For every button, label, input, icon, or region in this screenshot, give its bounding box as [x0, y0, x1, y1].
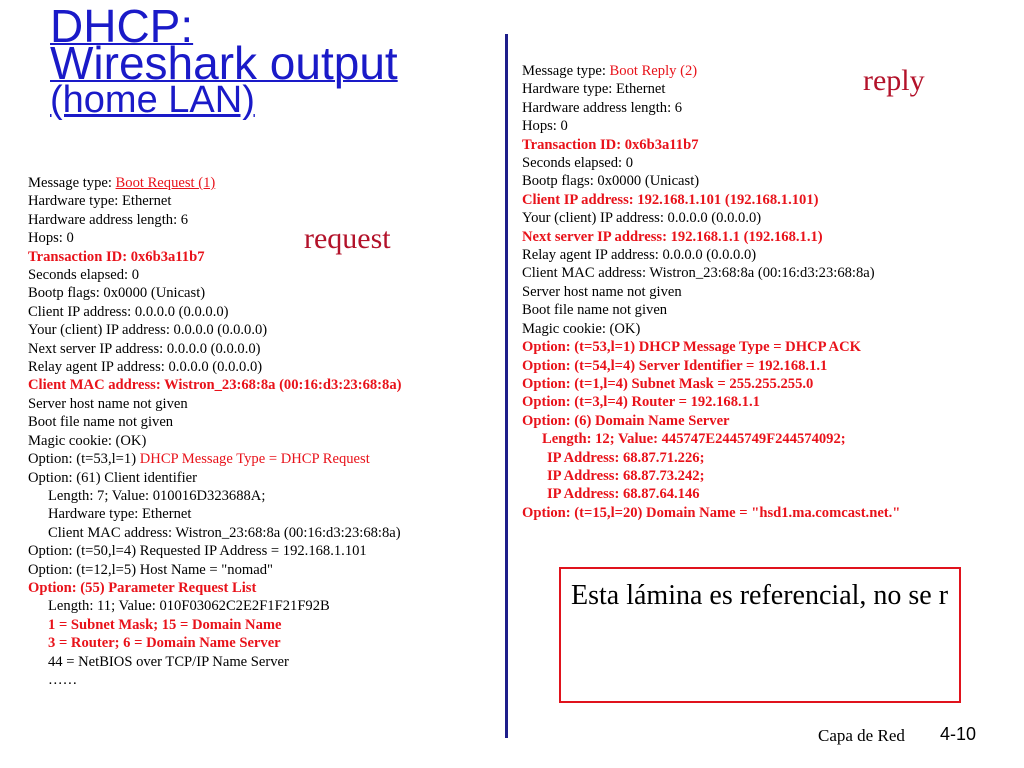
reply-line: [522, 449, 900, 467]
reply-line-text: Server host name not given: [522, 283, 682, 300]
footer-section-label: Capa de Red: [818, 726, 905, 745]
reply-line-text: Magic cookie: (OK): [522, 320, 641, 337]
reply-line: [522, 283, 900, 301]
request-line: [28, 340, 401, 358]
reply-line: [522, 209, 900, 227]
request-line: [28, 469, 401, 487]
reply-line-text: Option: (t=1,l=4) Subnet Mask = 255.255.255.0: [522, 375, 814, 392]
reply-line-text: Hardware address length: 6: [522, 99, 683, 116]
note-text: Esta lámina es referencial, no se r: [571, 580, 949, 611]
request-line-text: Length: 11; Value: 010F03062C2E2F1F21F92B: [48, 598, 330, 615]
reply-line: [522, 485, 900, 503]
request-line-text: Your (client) IP address: 0.0.0.0 (0.0.0.0): [28, 322, 268, 339]
reply-line-text: IP Address: 68.87.73.242;: [547, 467, 705, 484]
reply-line-text: Transaction ID: 0x6b3a11b7: [522, 136, 699, 153]
reply-line-text: Hops: 0: [522, 118, 568, 135]
request-line-text: Hardware address length: 6: [28, 211, 189, 228]
reply-line: [522, 136, 900, 154]
request-line: [28, 192, 401, 210]
request-line: [28, 487, 401, 505]
reply-line-text: Bootp flags: 0x0000 (Unicast): [522, 173, 700, 190]
request-line-text: Client MAC address: Wistron_23:68:8a (00:16:d3:23:68:8a): [48, 524, 401, 541]
reply-line: [522, 467, 900, 485]
reply-line-highlight: Boot Reply (2): [609, 63, 698, 79]
reply-line: [522, 80, 900, 98]
reply-line: [522, 117, 900, 135]
reply-line: [522, 246, 900, 264]
request-line-text: 3 = Router; 6 = Domain Name Server: [48, 635, 281, 652]
request-line: [28, 413, 401, 431]
request-line-text: Option: (t=12,l=5) Host Name = "nomad": [28, 561, 273, 578]
request-line: [28, 376, 401, 394]
request-line-text: Hops: 0: [28, 230, 74, 247]
request-line: [28, 284, 401, 302]
reply-line-text: Seconds elapsed: 0: [522, 155, 634, 172]
request-line-text: Relay agent IP address: 0.0.0.0 (0.0.0.0): [28, 359, 263, 376]
request-line-text: Option: (61) Client identifier: [28, 469, 198, 486]
reply-line: [522, 99, 900, 117]
reply-line-text: Boot file name not given: [522, 302, 668, 319]
request-line-text: Client IP address: 0.0.0.0 (0.0.0.0): [28, 303, 229, 320]
reply-line: [522, 393, 900, 411]
request-line: [28, 653, 401, 671]
request-line: [28, 266, 401, 284]
request-line-text: Bootp flags: 0x0000 (Unicast): [28, 285, 206, 302]
slide-title: [50, 0, 398, 121]
request-line-text: ……: [48, 671, 78, 688]
request-line-text: Hardware type: Ethernet: [28, 193, 172, 210]
reply-line-text: Hardware type: Ethernet: [522, 81, 666, 98]
reply-line: [522, 430, 900, 448]
reply-line-text: Relay agent IP address: 0.0.0.0 (0.0.0.0): [522, 247, 757, 264]
reply-line: [522, 504, 900, 522]
request-line: [28, 616, 401, 634]
reply-line: [522, 301, 900, 319]
request-line: [28, 542, 401, 560]
title-line-1: DHCP:: [50, 0, 194, 52]
request-line: [28, 395, 401, 413]
reply-line: [522, 412, 900, 430]
reply-line: [522, 357, 900, 375]
reply-line-text: Option: (6) Domain Name Server: [522, 412, 730, 429]
reply-line: [522, 375, 900, 393]
request-line: [28, 561, 401, 579]
reply-line-text: Client IP address: 192.168.1.101 (192.168.1.101): [522, 191, 819, 208]
request-line-text: 1 = Subnet Mask; 15 = Domain Name: [48, 616, 282, 633]
request-line: [28, 597, 401, 615]
request-line-prefix: Message type:: [28, 175, 116, 191]
request-line-text: Server host name not given: [28, 395, 188, 412]
reply-line-text: IP Address: 68.87.64.146: [547, 486, 700, 503]
reply-label: reply: [863, 64, 925, 97]
reply-line-text: Option: (t=54,l=4) Server Identifier = 192.168.1.1: [522, 357, 828, 374]
reply-line: [522, 154, 900, 172]
request-line: [28, 505, 401, 523]
reply-line-text: IP Address: 68.87.71.226;: [547, 449, 705, 466]
request-line: [28, 174, 401, 192]
request-line: [28, 450, 401, 468]
reply-line-text: Next server IP address: 192.168.1.1 (192.168.1.1): [522, 228, 823, 245]
request-line-text: Option: (55) Parameter Request List: [28, 579, 257, 596]
reply-line: [522, 264, 900, 282]
request-line-highlight: Boot Request (1): [115, 175, 216, 191]
request-line-text: Magic cookie: (OK): [28, 432, 147, 449]
request-line-text: Transaction ID: 0x6b3a11b7: [28, 248, 205, 265]
request-line-text: Next server IP address: 0.0.0.0 (0.0.0.0): [28, 340, 261, 357]
request-line-text: Option: (t=50,l=4) Requested IP Address = 192.168.1.101: [28, 543, 367, 560]
request-line: [28, 524, 401, 542]
request-line: [28, 321, 401, 339]
request-line-text: Length: 7; Value: 010016D323688A;: [48, 487, 266, 504]
request-line: [28, 358, 401, 376]
request-line-highlight: DHCP Message Type = DHCP Request: [139, 451, 370, 468]
reply-line: [522, 338, 900, 356]
request-line-text: 44 = NetBIOS over TCP/IP Name Server: [48, 653, 289, 670]
reply-line: [522, 228, 900, 246]
reply-packet-details: [522, 62, 900, 522]
request-line: [28, 432, 401, 450]
request-line-text: Hardware type: Ethernet: [48, 506, 192, 523]
title-line-2: Wireshark output: [50, 37, 398, 89]
reply-line: [522, 320, 900, 338]
reply-line-text: Length: 12; Value: 445747E2445749F244574092;: [542, 431, 846, 448]
request-line: [28, 579, 401, 597]
request-line-prefix: Option: (t=53,l=1): [28, 451, 140, 468]
request-line-text: Seconds elapsed: 0: [28, 267, 140, 284]
request-line: [28, 671, 401, 689]
reply-line-prefix: Message type:: [522, 63, 610, 79]
request-line: [28, 303, 401, 321]
reply-line-text: Your (client) IP address: 0.0.0.0 (0.0.0.0): [522, 210, 762, 227]
request-line-text: Client MAC address: Wistron_23:68:8a (00:16:d3:23:68:8a): [28, 377, 402, 394]
title-line-3: (home LAN): [50, 79, 255, 121]
reply-line: [522, 172, 900, 190]
reply-line-text: Client MAC address: Wistron_23:68:8a (00:16:d3:23:68:8a): [522, 265, 875, 282]
request-line: [28, 634, 401, 652]
reply-line-text: Option: (t=15,l=20) Domain Name = "hsd1.ma.comcast.net.": [522, 504, 901, 521]
reply-line-text: Option: (t=3,l=4) Router = 192.168.1.1: [522, 394, 760, 411]
request-label: request: [304, 222, 391, 255]
reply-line-text: Option: (t=53,l=1) DHCP Message Type = DHCP ACK: [522, 339, 861, 356]
request-line-text: Boot file name not given: [28, 414, 174, 431]
reply-line: [522, 62, 900, 80]
reply-line: [522, 191, 900, 209]
footer-page-number: 4-10: [940, 724, 977, 744]
vertical-divider: [505, 34, 508, 738]
